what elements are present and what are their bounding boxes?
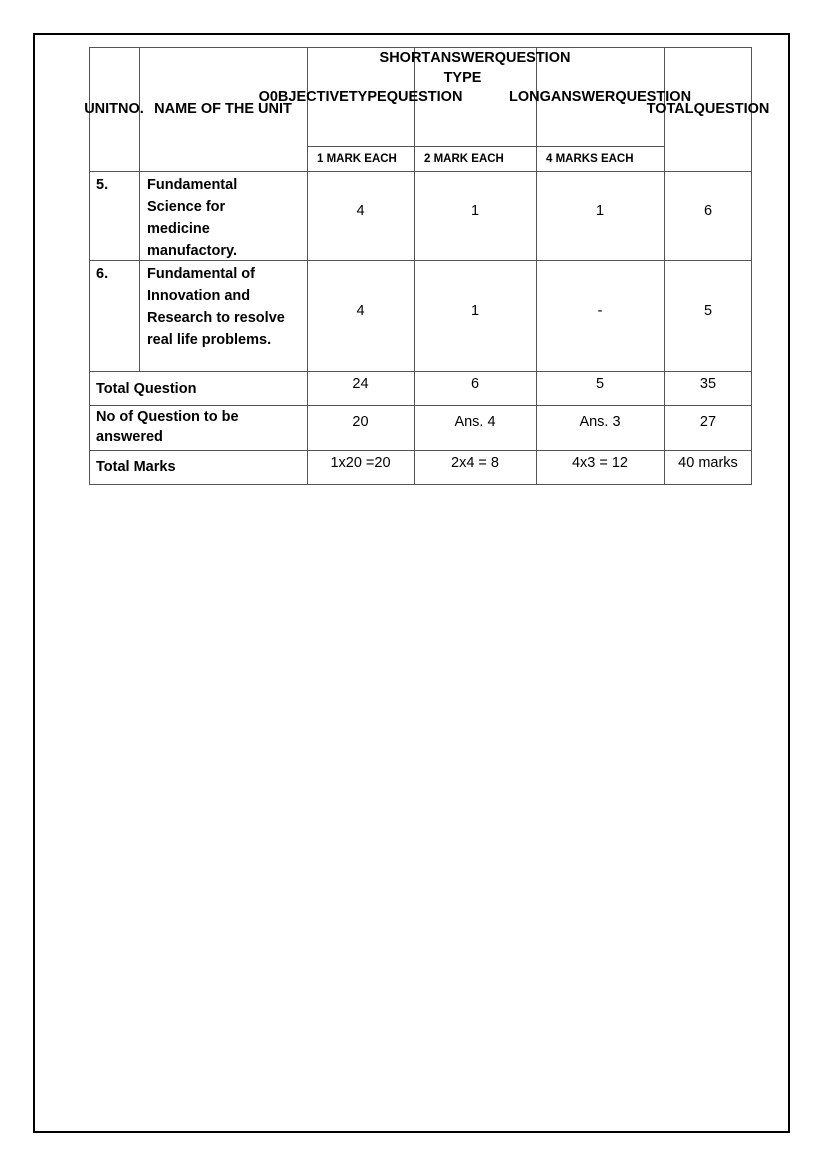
total-count: 5 — [703, 303, 713, 319]
long-count: 1 — [595, 203, 605, 219]
summary-long: Ans. 3 — [579, 414, 621, 430]
header-long-answer: LONG ANSWER QUESTION — [508, 88, 692, 105]
summary-objective: 24 — [352, 376, 369, 392]
unit-name: Fundamental of Innovation and Research to resolve real life problems. — [147, 266, 285, 348]
short-count: 1 — [470, 303, 480, 319]
objective-count: 4 — [356, 303, 365, 319]
short-marks-each: 2 MARK EACH — [424, 152, 504, 165]
summary-short: 2x4 = 8 — [451, 455, 499, 471]
summary-label-total-marks: Total Marks — [96, 459, 176, 475]
long-marks-each: 4 MARKS EACH — [546, 152, 634, 165]
summary-long: 4x3 = 12 — [571, 455, 629, 471]
short-count: 1 — [470, 203, 480, 219]
header-total-question: TOTAL QUESTIO N — [646, 100, 770, 117]
summary-total: 40 marks — [678, 455, 738, 471]
summary-objective: 1x20 =20 — [330, 455, 391, 471]
summary-total: 27 — [699, 414, 717, 430]
summary-short: Ans. 4 — [454, 414, 496, 430]
header-objective: O0BJECTIVE TYPE QUESTION — [258, 88, 463, 105]
summary-objective: 20 — [352, 414, 369, 430]
header-short-answer: SHORT ANSWER TYPE QUESTION — [379, 50, 571, 86]
objective-count: 4 — [356, 203, 365, 219]
summary-total: 35 — [699, 376, 717, 392]
unit-name: Fundamental Science for medicine manufactory. — [147, 177, 238, 259]
unit-number: 6. — [96, 266, 109, 282]
objective-marks-each: 1 MARK EACH — [317, 152, 397, 165]
total-count: 6 — [703, 203, 713, 219]
summary-long: 5 — [595, 376, 605, 392]
summary-short: 6 — [470, 376, 480, 392]
summary-label-to-be-answered: No of Question to be answered — [96, 409, 239, 445]
unit-number: 5. — [96, 177, 109, 193]
header-unit-name: NAME OF THE UNIT — [154, 101, 292, 117]
summary-label-total-question: Total Question — [96, 381, 197, 397]
header-unit-no: UNI T NO. — [84, 100, 144, 117]
long-count: - — [597, 303, 603, 319]
